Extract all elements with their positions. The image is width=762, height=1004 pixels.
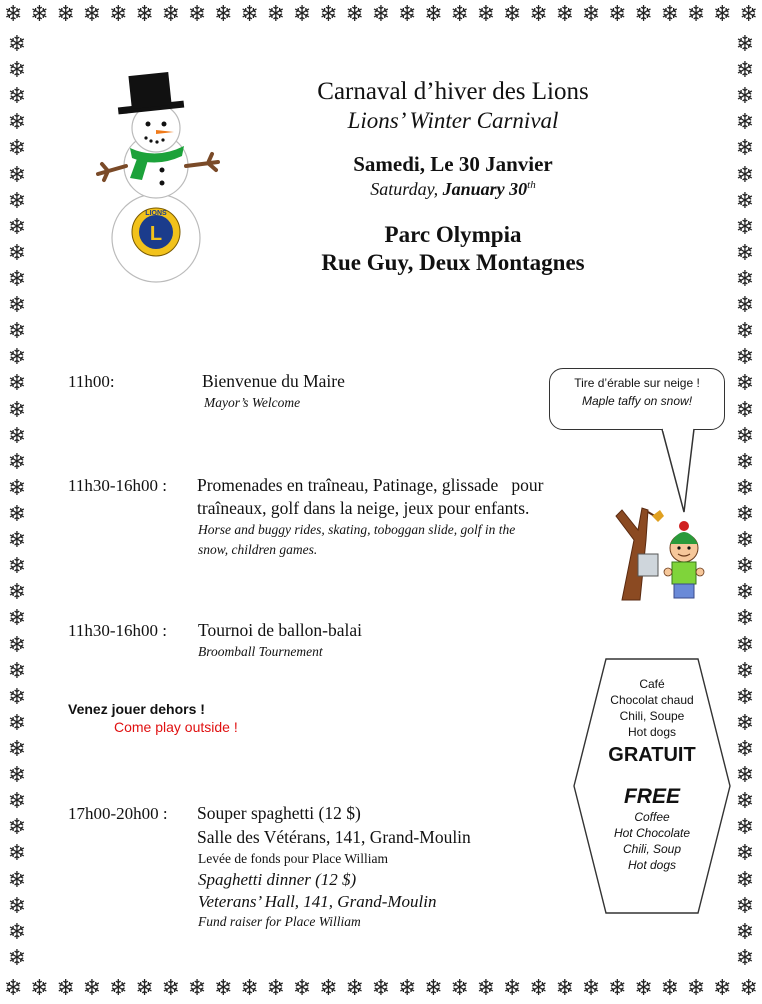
snowflake-icon: ❄ bbox=[739, 976, 758, 1001]
snowflake-icon: ❄ bbox=[735, 266, 755, 292]
snowflake-icon: ❄ bbox=[397, 976, 417, 1001]
snowflake-icon: ❄ bbox=[397, 2, 417, 27]
snowflake-icon: ❄ bbox=[7, 684, 27, 710]
schedule-event-en-small: Fund raiser for Place William bbox=[198, 914, 361, 929]
snowflake-icon: ❄ bbox=[7, 945, 27, 971]
snowflake-icon: ❄ bbox=[634, 2, 653, 27]
date-english-sup: th bbox=[527, 179, 536, 191]
schedule-event-fr: traîneaux, golf dans la neige, jeux pour enfants. bbox=[197, 498, 530, 518]
snowflake-icon: ❄ bbox=[735, 580, 755, 606]
schedule-event-fr: Promenades en traîneau, Patinage, glissade pour bbox=[197, 475, 544, 495]
snowflake-icon: ❄ bbox=[7, 815, 27, 841]
snowflake-icon: ❄ bbox=[4, 2, 23, 27]
snowflake-icon: ❄ bbox=[7, 736, 27, 762]
free-item-fr: Café bbox=[639, 677, 665, 691]
free-item-fr: Chocolat chaud bbox=[610, 693, 694, 707]
snowflake-icon: ❄ bbox=[266, 2, 286, 27]
snowflake-icon: ❄ bbox=[735, 658, 755, 684]
schedule-event-en: Spaghetti dinner (12 $) bbox=[198, 870, 357, 889]
snowflake-icon: ❄ bbox=[7, 397, 27, 423]
snowflake-icon: ❄ bbox=[7, 214, 27, 240]
snowflake-icon: ❄ bbox=[529, 976, 548, 1001]
place-line-2: Rue Guy, Deux Montagnes bbox=[321, 250, 585, 275]
play-outside-en: Come play outside ! bbox=[114, 719, 238, 735]
snowflake-icon: ❄ bbox=[735, 528, 755, 554]
snowflake-icon: ❄ bbox=[187, 2, 207, 27]
snowflake-icon: ❄ bbox=[735, 397, 755, 423]
snowflake-icon: ❄ bbox=[7, 501, 27, 527]
snowflake-icon: ❄ bbox=[686, 976, 706, 1001]
snowflake-icon: ❄ bbox=[7, 763, 27, 789]
date-english bbox=[268, 179, 638, 200]
snowflake-icon: ❄ bbox=[214, 976, 233, 1001]
snowflake-icon: ❄ bbox=[7, 293, 27, 319]
snowflake-icon: ❄ bbox=[608, 2, 627, 27]
snowflake-icon: ❄ bbox=[371, 976, 391, 1001]
schedule-event-fr: Bienvenue du Maire bbox=[202, 371, 345, 391]
snowflake-icon: ❄ bbox=[240, 2, 259, 27]
snowflake-icon: ❄ bbox=[7, 136, 27, 162]
snowflake-icon: ❄ bbox=[7, 867, 27, 893]
snowflake-icon: ❄ bbox=[735, 162, 755, 188]
snowflake-icon: ❄ bbox=[82, 976, 102, 1001]
snowflake-icon: ❄ bbox=[82, 2, 102, 27]
title-french: Carnaval d’hiver des Lions bbox=[317, 78, 589, 105]
snowflake-icon: ❄ bbox=[735, 763, 755, 789]
snowflake-icon: ❄ bbox=[735, 84, 755, 110]
snowflake-icon: ❄ bbox=[735, 188, 755, 214]
snowflake-icon: ❄ bbox=[735, 371, 755, 397]
date-french: Samedi, Le 30 Janvier bbox=[353, 152, 553, 176]
snowflake-icon: ❄ bbox=[735, 893, 755, 919]
snowflake-icon: ❄ bbox=[7, 58, 27, 84]
schedule-event-en: Broomball Tournement bbox=[198, 644, 323, 659]
free-item-fr: Chili, Soupe bbox=[619, 709, 685, 723]
snowflake-icon: ❄ bbox=[634, 976, 653, 1001]
snowflake-icon: ❄ bbox=[214, 2, 233, 27]
snowflake-icon: ❄ bbox=[7, 893, 27, 919]
snowflake-icon: ❄ bbox=[735, 319, 755, 345]
snowflake-icon: ❄ bbox=[476, 976, 496, 1001]
snowflake-icon: ❄ bbox=[735, 684, 755, 710]
free-item-fr: Hot dogs bbox=[627, 725, 677, 739]
snowflake-icon: ❄ bbox=[109, 976, 128, 1001]
snowflake-icon: ❄ bbox=[450, 976, 469, 1001]
snowflake-icon: ❄ bbox=[7, 240, 27, 266]
svg-text:L: L bbox=[149, 223, 163, 245]
schedule-time: 11h30-16h00 : bbox=[68, 476, 168, 495]
snowflake-icon: ❄ bbox=[608, 976, 627, 1001]
snowflake-icon: ❄ bbox=[7, 449, 27, 475]
gratuit-label: GRATUIT bbox=[608, 744, 696, 766]
snowflake-icon: ❄ bbox=[529, 2, 548, 27]
snowflake-icon: ❄ bbox=[7, 319, 27, 345]
snowflake-icon: ❄ bbox=[266, 976, 286, 1001]
border-bottom bbox=[0, 974, 762, 1004]
free-item-en: Chili, Soup bbox=[622, 842, 682, 856]
snowflake-icon: ❄ bbox=[30, 976, 49, 1001]
snowflake-icon: ❄ bbox=[292, 976, 312, 1001]
snowflake-icon: ❄ bbox=[555, 2, 575, 27]
snowflake-icon: ❄ bbox=[7, 110, 27, 136]
snowflake-icon: ❄ bbox=[161, 976, 181, 1001]
snowflake-icon: ❄ bbox=[7, 658, 27, 684]
snowflake-icon: ❄ bbox=[187, 976, 207, 1001]
snowflake-icon: ❄ bbox=[735, 449, 755, 475]
snowflake-icon: ❄ bbox=[56, 976, 75, 1001]
snowflake-icon: ❄ bbox=[4, 976, 23, 1001]
schedule-event-fr: Souper spaghetti (12 $) bbox=[197, 803, 361, 823]
schedule-time: 11h00: bbox=[68, 372, 115, 391]
snowflake-icon: ❄ bbox=[735, 501, 755, 527]
snowflake-icon: ❄ bbox=[7, 423, 27, 449]
border-right bbox=[730, 30, 760, 974]
snowflake-icon: ❄ bbox=[135, 2, 154, 27]
snowflake-icon: ❄ bbox=[735, 423, 755, 449]
snowflake-icon: ❄ bbox=[7, 32, 27, 57]
snowflake-icon: ❄ bbox=[7, 162, 27, 188]
snowflake-icon: ❄ bbox=[735, 632, 755, 658]
snowflake-icon: ❄ bbox=[735, 945, 755, 971]
snowflake-icon: ❄ bbox=[735, 240, 755, 266]
snowflake-icon: ❄ bbox=[7, 266, 27, 292]
snowflake-icon: ❄ bbox=[735, 110, 755, 136]
bubble-text-en: Maple taffy on snow! bbox=[581, 394, 693, 408]
schedule-event-fr: Salle des Vétérans, 141, Grand-Moulin bbox=[197, 827, 471, 847]
snowflake-icon: ❄ bbox=[7, 84, 27, 110]
schedule-event-en: Mayor’s Welcome bbox=[204, 395, 301, 410]
snowflake-icon: ❄ bbox=[135, 976, 154, 1001]
snowflake-icon: ❄ bbox=[371, 2, 391, 27]
svg-text:LIONS: LIONS bbox=[145, 210, 167, 217]
snowflake-icon: ❄ bbox=[735, 736, 755, 762]
snowflake-icon: ❄ bbox=[30, 2, 49, 27]
snowflake-icon: ❄ bbox=[735, 58, 755, 84]
snowflake-icon: ❄ bbox=[7, 188, 27, 214]
snowflake-icon: ❄ bbox=[7, 345, 27, 371]
snowflake-icon: ❄ bbox=[735, 214, 755, 240]
snowflake-icon: ❄ bbox=[319, 2, 338, 27]
border-top bbox=[0, 0, 762, 30]
free-item-en: Coffee bbox=[634, 810, 670, 824]
snowflake-icon: ❄ bbox=[7, 789, 27, 815]
schedule-event-en: Horse and buggy rides, skating, toboggan slide, golf in the bbox=[198, 522, 516, 537]
snowflake-icon: ❄ bbox=[292, 2, 312, 27]
schedule-event-fr-small: Levée de fonds pour Place William bbox=[198, 851, 389, 866]
snowflake-icon: ❄ bbox=[450, 2, 469, 27]
snowflake-icon: ❄ bbox=[7, 919, 27, 945]
snowflake-icon: ❄ bbox=[7, 528, 27, 554]
snowflake-icon: ❄ bbox=[735, 554, 755, 580]
snowflake-icon: ❄ bbox=[240, 976, 259, 1001]
snowflake-icon: ❄ bbox=[581, 976, 601, 1001]
snowflake-icon: ❄ bbox=[319, 976, 338, 1001]
snowflake-icon: ❄ bbox=[424, 976, 443, 1001]
snowflake-icon: ❄ bbox=[735, 919, 755, 945]
snowflake-icon: ❄ bbox=[581, 2, 601, 27]
snowflake-icon: ❄ bbox=[503, 2, 522, 27]
place-line-1: Parc Olympia bbox=[384, 222, 522, 247]
schedule-time: 11h30-16h00 : bbox=[68, 621, 168, 640]
snowflake-icon: ❄ bbox=[7, 554, 27, 580]
snowflake-icon: ❄ bbox=[713, 976, 732, 1001]
snowflake-icon: ❄ bbox=[7, 632, 27, 658]
snowflake-icon: ❄ bbox=[109, 2, 128, 27]
snowflake-icon: ❄ bbox=[735, 293, 755, 319]
snowflake-icon: ❄ bbox=[161, 2, 181, 27]
snowflake-icon: ❄ bbox=[713, 2, 732, 27]
snowflake-icon: ❄ bbox=[660, 976, 680, 1001]
schedule-event-en: Veterans’ Hall, 141, Grand-Moulin bbox=[198, 892, 437, 911]
snowflake-icon: ❄ bbox=[735, 789, 755, 815]
snowflake-icon: ❄ bbox=[345, 2, 364, 27]
snowflake-icon: ❄ bbox=[424, 2, 443, 27]
border-left bbox=[2, 30, 32, 974]
snowflake-icon: ❄ bbox=[7, 841, 27, 867]
lions-logo bbox=[132, 208, 180, 256]
snowflake-icon: ❄ bbox=[503, 976, 522, 1001]
snowflake-icon: ❄ bbox=[345, 976, 364, 1001]
snowflake-icon: ❄ bbox=[7, 475, 27, 501]
snowflake-icon: ❄ bbox=[7, 371, 27, 397]
free-label: FREE bbox=[623, 785, 680, 808]
snowflake-icon: ❄ bbox=[7, 710, 27, 736]
snowflake-icon: ❄ bbox=[476, 2, 496, 27]
snowflake-icon: ❄ bbox=[56, 2, 75, 27]
schedule-event-en: snow, children games. bbox=[198, 542, 318, 557]
schedule-event-fr: Tournoi de ballon-balai bbox=[198, 620, 363, 640]
date-english-bold: January 30 bbox=[442, 179, 528, 199]
snowflake-icon: ❄ bbox=[735, 841, 755, 867]
snowflake-icon: ❄ bbox=[739, 2, 758, 27]
event-header bbox=[268, 78, 638, 276]
snowman-illustration bbox=[90, 70, 230, 290]
play-outside-fr: Venez jouer dehors ! bbox=[68, 701, 205, 717]
snowflake-icon: ❄ bbox=[686, 2, 706, 27]
schedule-time: 17h00-20h00 : bbox=[68, 804, 168, 823]
title-english: Lions’ Winter Carnival bbox=[347, 108, 559, 133]
free-item-en: Hot Chocolate bbox=[613, 826, 691, 840]
snowflake-icon: ❄ bbox=[735, 475, 755, 501]
bubble-text-fr: Tire d’érable sur neige ! bbox=[574, 376, 700, 390]
date-english-prefix: Saturday, bbox=[370, 179, 439, 199]
snowflake-icon: ❄ bbox=[7, 580, 27, 606]
free-food-list bbox=[572, 676, 732, 873]
snowflake-icon: ❄ bbox=[735, 815, 755, 841]
snowflake-icon: ❄ bbox=[735, 867, 755, 893]
snowflake-icon: ❄ bbox=[555, 976, 575, 1001]
maple-tree-kid-illustration bbox=[608, 420, 718, 605]
snowflake-icon: ❄ bbox=[735, 710, 755, 736]
snowflake-icon: ❄ bbox=[7, 606, 27, 632]
free-item-en: Hot dogs bbox=[627, 858, 677, 872]
snowflake-icon: ❄ bbox=[735, 606, 755, 632]
snowflake-icon: ❄ bbox=[660, 2, 680, 27]
snowflake-icon: ❄ bbox=[735, 136, 755, 162]
snowflake-icon: ❄ bbox=[735, 32, 755, 57]
snowflake-icon: ❄ bbox=[735, 345, 755, 371]
